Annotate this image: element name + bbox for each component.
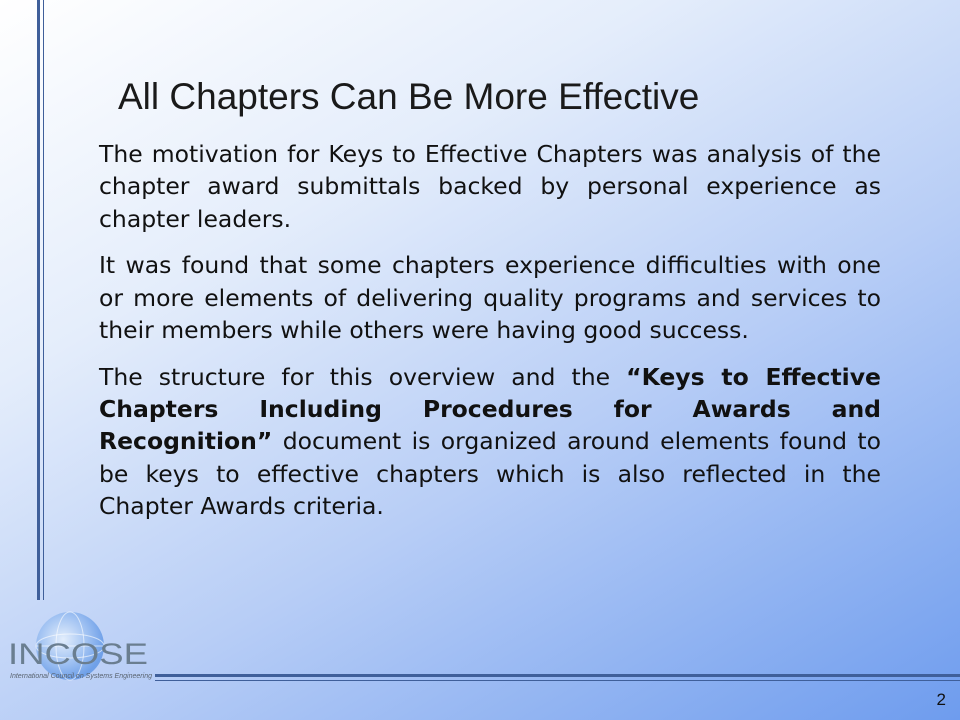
- logo-tagline: International Council on Systems Engineering: [10, 673, 153, 680]
- bottom-rule-thin: [155, 680, 960, 681]
- page-number: 2: [936, 690, 946, 709]
- paragraph-structure: [99, 361, 881, 523]
- bottom-rule-thick: [155, 674, 960, 677]
- logo-wordmark: INCOSE: [8, 638, 148, 671]
- slide-title: All Chapters Can Be More Effective: [118, 76, 700, 117]
- document-title-bold: “Keys to Effective Chapters Including Procedures for Awards and Recognition”: [99, 362, 881, 456]
- paragraph-motivation: The motivation for Keys to Effective Chapters was analysis of the chapter award submittals backed by personal experience as chapter leaders.: [99, 140, 881, 233]
- left-rule-thin: [43, 0, 44, 600]
- incose-logo: [6, 610, 158, 690]
- paragraph-structure-intro: The structure for this overview and the: [99, 362, 627, 391]
- paragraph-structure-rest: document is organized around elements found to be keys to effective chapters which is also reflected in the Chapter Awards criteria.: [99, 427, 881, 521]
- paragraph-findings: It was found that some chapters experience difficulties with one or more elements of delivering quality programs and services to their members while others were having good success.: [99, 251, 881, 345]
- left-rule-thick: [37, 0, 40, 600]
- slide-body: [99, 138, 881, 537]
